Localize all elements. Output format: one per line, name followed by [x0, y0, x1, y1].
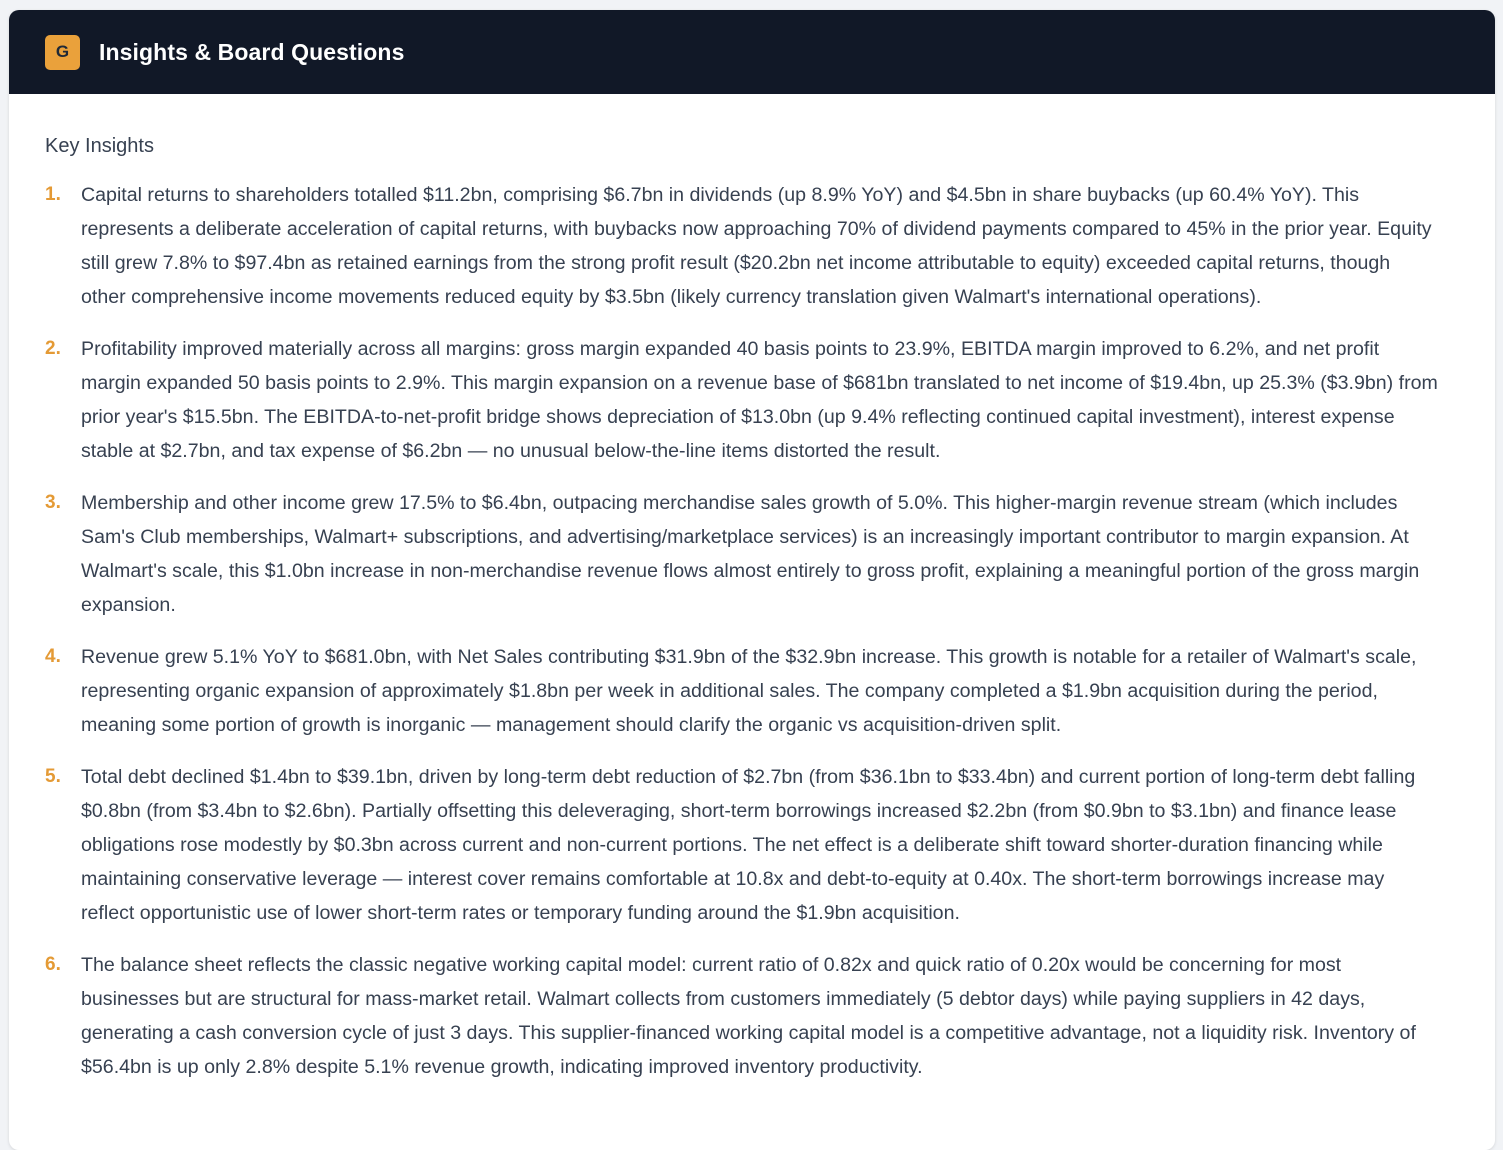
- panel-header: [9, 10, 1495, 94]
- list-item-number: 3.: [45, 492, 61, 513]
- logo-badge: G: [45, 35, 80, 70]
- list-item-number: 4.: [45, 646, 61, 667]
- list-item: [45, 178, 1459, 314]
- list-item-text: The balance sheet reflects the classic negative working capital model: current ratio of 0.82x and quick ratio of 0.20x would be concerning for most businesses but are structural for mass-market retail. Walmart collects from customers immediately (5 debtor days) while paying suppliers in 42 days, generating a cash conversion cycle of just 3 days. This supplier-financed working capital model is a competitive advantage, not a liquidity risk. Inventory of $56.4bn is up only 2.8% despite 5.1% revenue growth, indicating improved inventory productivity.: [81, 954, 1416, 1078]
- list-item-text: Revenue grew 5.1% YoY to $681.0bn, with Net Sales contributing $31.9bn of the $32.9bn increase. This growth is notable for a retailer of Walmart's scale, representing organic expansion of approximately $1.8bn per week in additional sales. The company completed a $1.9bn acquisition during the period, meaning some portion of growth is inorganic — management should clarify the organic vs acquisition-driven split.: [81, 646, 1417, 736]
- list-item: [45, 640, 1459, 742]
- panel-title: Insights & Board Questions: [99, 38, 405, 65]
- list-item: [45, 760, 1459, 930]
- list-item-text: Membership and other income grew 17.5% to $6.4bn, outpacing merchandise sales growth of 5.0%. This higher-margin revenue stream (which includes Sam's Club memberships, Walmart+ subscriptions, and advertising/marketplace services) is an increasingly important contributor to margin expansion. At Walmart's scale, this $1.0bn increase in non-merchandise revenue flows almost entirely to gross profit, explaining a meaningful portion of the gross margin expansion.: [81, 492, 1420, 616]
- list-item-number: 6.: [45, 954, 61, 975]
- list-item-text: Capital returns to shareholders totalled $11.2bn, comprising $6.7bn in dividends (up 8.9% YoY) and $4.5bn in share buybacks (up 60.4% YoY). This represents a deliberate acceleration of capital returns, with buybacks now approaching 70% of dividend payments compared to 45% in the prior year. Equity still grew 7.8% to $97.4bn as retained earnings from the strong profit result ($20.2bn net income attributable to equity) exceeded capital returns, though other comprehensive income movements reduced equity by $3.5bn (likely currency translation given Walmart's international operations).: [81, 184, 1432, 308]
- list-item-number: 5.: [45, 766, 61, 787]
- panel-content: [9, 94, 1495, 1084]
- list-item: [45, 486, 1459, 622]
- list-item-number: 2.: [45, 338, 61, 359]
- list-item: [45, 948, 1459, 1084]
- insights-panel: [9, 10, 1495, 1150]
- list-item-text: Total debt declined $1.4bn to $39.1bn, driven by long-term debt reduction of $2.7bn (from $36.1bn to $33.4bn) and current portion of long-term debt falling $0.8bn (from $3.4bn to $2.6bn). Partially offsetting this deleveraging, short-term borrowings increased $2.2bn (from $0.9bn to $3.1bn) and finance lease obligations rose modestly by $0.3bn across current and non-current portions. The net effect is a deliberate shift toward shorter-duration financing while maintaining conservative leverage — interest cover remains comfortable at 10.8x and debt-to-equity at 0.40x. The short-term borrowings increase may reflect opportunistic use of lower short-term rates or temporary funding around the $1.9bn acquisition.: [81, 766, 1416, 924]
- list-item-number: 1.: [45, 184, 61, 205]
- section-title: Key Insights: [45, 135, 154, 157]
- list-item: [45, 332, 1459, 468]
- list-item-text: Profitability improved materially across all margins: gross margin expanded 40 basis points to 23.9%, EBITDA margin improved to 6.2%, and net profit margin expanded 50 basis points to 2.9%. This margin expansion on a revenue base of $681bn translated to net income of $19.4bn, up 25.3% ($3.9bn) from prior year's $15.5bn. The EBITDA-to-net-profit bridge shows depreciation of $13.0bn (up 9.4% reflecting continued capital investment), interest expense stable at $2.7bn, and tax expense of $6.2bn — no unusual below-the-line items distorted the result.: [81, 338, 1438, 462]
- insights-list: [45, 178, 1459, 1084]
